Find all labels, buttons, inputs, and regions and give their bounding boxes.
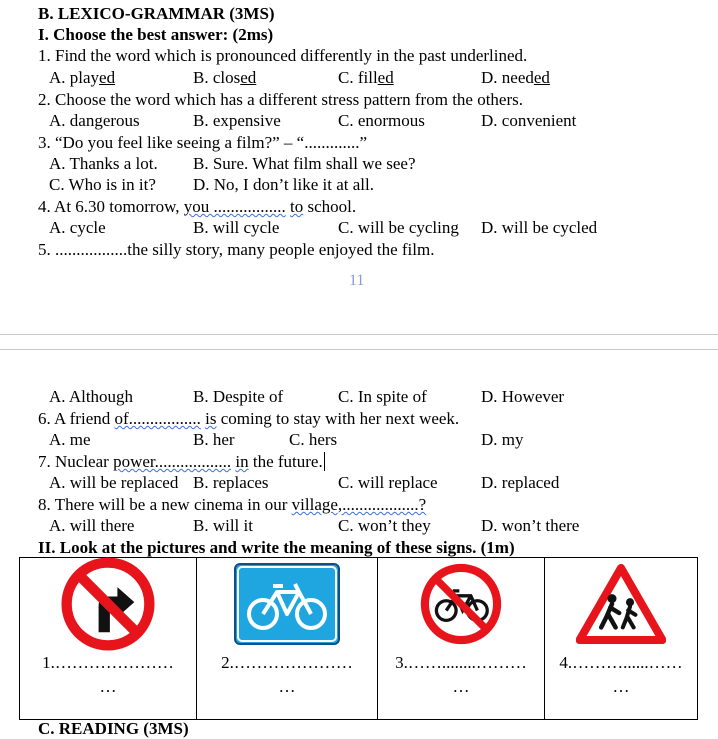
- sign-cell-4: [545, 558, 698, 720]
- section-c-title: C. READING (3MS): [38, 719, 189, 738]
- question-4-stem: 4. At 6.30 tomorrow, you ................. to school.: [38, 197, 357, 216]
- q7-option-b[interactable]: B. replaces: [193, 473, 269, 492]
- q6-option-b[interactable]: B. her: [193, 430, 235, 449]
- sign-2-answer-line[interactable]: 2.…………………: [221, 653, 353, 672]
- q1-option-d[interactable]: D. needed: [481, 68, 550, 87]
- bicycle-lane-sign-icon: [233, 562, 341, 646]
- q5-option-b[interactable]: B. Despite of: [193, 387, 284, 406]
- q7-option-d[interactable]: D. replaced: [481, 473, 560, 492]
- section-b-title: B. LEXICO-GRAMMAR (3MS): [38, 4, 275, 23]
- q5-option-d[interactable]: D. However: [481, 387, 565, 406]
- q8-option-c[interactable]: C. won’t they: [338, 516, 431, 535]
- children-crossing-sign-icon: [576, 564, 666, 644]
- q2-option-c[interactable]: C. enormous: [338, 111, 425, 130]
- question-8-stem: 8. There will be a new cinema in our village,..................?: [38, 495, 427, 514]
- q2-option-a[interactable]: A. dangerous: [49, 111, 140, 130]
- q5-option-c[interactable]: C. In spite of: [338, 387, 427, 406]
- signs-table: [19, 557, 698, 720]
- q6-option-d[interactable]: D. my: [481, 430, 524, 449]
- no-right-turn-sign-icon: [61, 557, 155, 651]
- q1-option-b[interactable]: B. closed: [193, 68, 257, 87]
- sign-1-answer-line[interactable]: 1.…………………: [42, 653, 174, 672]
- q8-option-b[interactable]: B. will it: [193, 516, 253, 535]
- question-7-stem: 7. Nuclear power.................. in the future.: [38, 452, 323, 471]
- q3-option-b[interactable]: B. Sure. What film shall we see?: [193, 154, 416, 173]
- sign-cell-1: [20, 558, 197, 720]
- text-cursor: [324, 452, 325, 471]
- q6-option-a[interactable]: A. me: [49, 430, 91, 449]
- sign-cell-3: [378, 558, 545, 720]
- question-3-stem: 3. “Do you feel like seeing a film?” – “.............”: [38, 133, 368, 152]
- q3-option-c[interactable]: C. Who is in it?: [49, 175, 156, 194]
- q3-option-d[interactable]: D. No, I don’t like it at all.: [193, 175, 374, 194]
- q6-option-c[interactable]: C. hers: [289, 430, 338, 449]
- sign-2-answer-continuation: …: [278, 677, 296, 696]
- q3-option-a[interactable]: A. Thanks a lot.: [49, 154, 158, 173]
- question-5-stem: 5. .................the silly story, many people enjoyed the film.: [38, 240, 435, 259]
- page-break-bottom: [0, 349, 718, 350]
- q4-option-b[interactable]: B. will cycle: [193, 218, 280, 237]
- no-cycling-sign-icon: [420, 563, 502, 645]
- q7-option-c[interactable]: C. will replace: [338, 473, 438, 492]
- q4-option-d[interactable]: D. will be cycled: [481, 218, 598, 237]
- sign-4-answer-line[interactable]: 4.………......……: [559, 653, 683, 672]
- q2-option-d[interactable]: D. convenient: [481, 111, 577, 130]
- q8-option-d[interactable]: D. won’t there: [481, 516, 580, 535]
- question-1-stem: 1. Find the word which is pronounced differently in the past underlined.: [38, 46, 528, 65]
- part1-title: I. Choose the best answer: (2ms): [38, 25, 274, 44]
- sign-1-answer-continuation: …: [99, 677, 117, 696]
- page-break-top: [0, 334, 718, 335]
- sign-4-answer-continuation: …: [612, 677, 630, 696]
- page-number: 11: [349, 272, 365, 289]
- q8-option-a[interactable]: A. will there: [49, 516, 135, 535]
- question-2-stem: 2. Choose the word which has a different stress pattern from the others.: [38, 90, 524, 109]
- q1-option-a[interactable]: A. played: [49, 68, 116, 87]
- q4-option-a[interactable]: A. cycle: [49, 218, 106, 237]
- part2-title: II. Look at the pictures and write the meaning of these signs. (1m): [38, 538, 515, 557]
- q1-option-c[interactable]: C. filled: [338, 68, 394, 87]
- q4-option-c[interactable]: C. will be cycling: [338, 218, 459, 237]
- q7-option-a[interactable]: A. will be replaced: [49, 473, 179, 492]
- question-6-stem: 6. A friend of................. is coming to stay with her next week.: [38, 409, 460, 428]
- sign-cell-2: [197, 558, 378, 720]
- sign-3-answer-continuation: …: [452, 677, 470, 696]
- sign-3-answer-line[interactable]: 3.……........………: [395, 653, 527, 672]
- q5-option-a[interactable]: A. Although: [49, 387, 134, 406]
- q2-option-b[interactable]: B. expensive: [193, 111, 281, 130]
